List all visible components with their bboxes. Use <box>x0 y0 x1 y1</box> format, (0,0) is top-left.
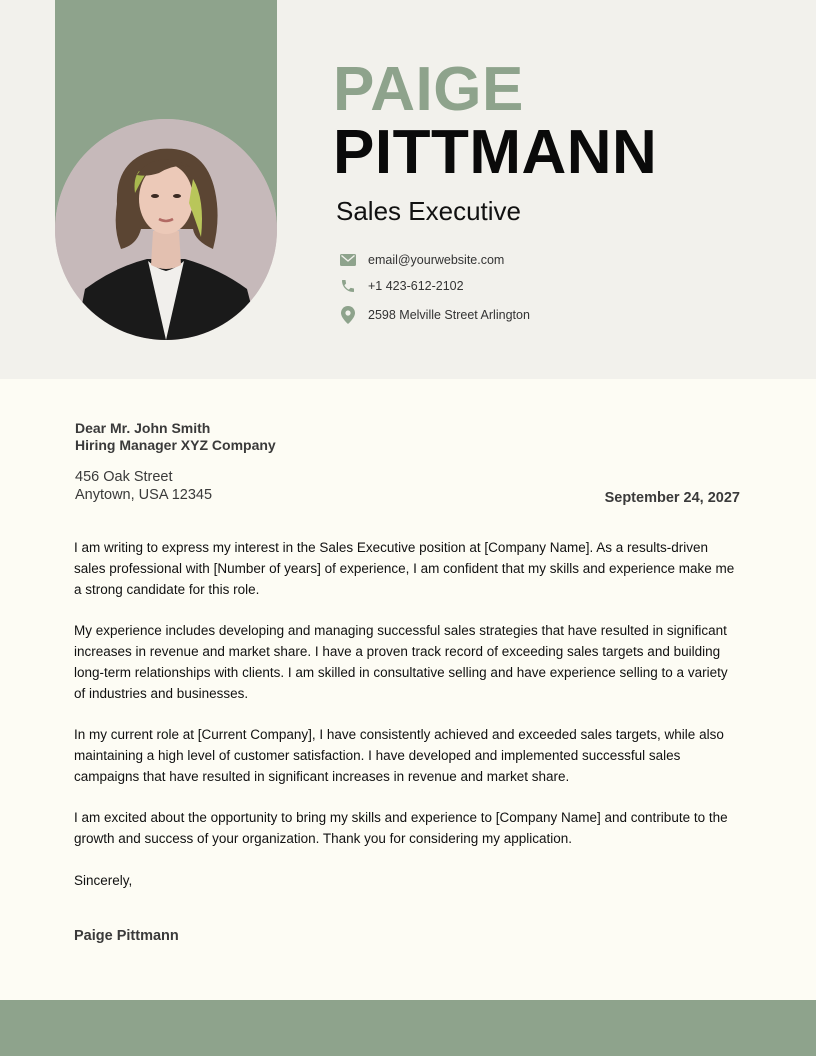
first-name: PAIGE <box>333 55 524 124</box>
paragraph-2: My experience includes developing and managing successful sales strategies that have resulted in significant increases in revenue and market share. I have a proven track record of exceeding sales targets and building long-term relationships with clients. I am skilled in consultative selling and have experience selling to a variety of industries and businesses. <box>74 623 728 701</box>
profile-photo <box>55 119 277 340</box>
letter-body <box>74 538 742 912</box>
location-pin-icon <box>338 305 358 325</box>
phone-icon <box>338 276 358 296</box>
recipient-block <box>75 420 276 454</box>
recipient-address <box>75 468 212 504</box>
contact-phone[interactable] <box>338 275 464 297</box>
letter-date: September 24, 2027 <box>604 490 740 506</box>
closing: Sincerely, <box>74 872 133 888</box>
address-text: 2598 Melville Street Arlington <box>368 308 530 322</box>
footer-bar <box>0 1000 816 1056</box>
recipient-name: Dear Mr. John Smith <box>75 420 211 436</box>
paragraph-3: In my current role at [Current Company], I have consistently achieved and exceeded sales targets, while also maintaining a high level of customer satisfaction. I have developed and implemented successful sales campaigns that have resulted in significant increases in revenue and market share. <box>74 727 724 784</box>
recipient-city: Anytown, USA 12345 <box>75 487 213 503</box>
recipient-position: Hiring Manager XYZ Company <box>75 437 276 453</box>
job-title: Sales Executive <box>336 196 521 226</box>
last-name: PITTMANN <box>333 118 658 187</box>
paragraph-4: I am excited about the opportunity to bring my skills and experience to [Company Name] and contribute to the growth and success of your organization. Thank you for considering my application. <box>74 810 728 847</box>
email-text: email@yourwebsite.com <box>368 253 505 267</box>
contact-address[interactable] <box>338 304 530 326</box>
contact-email[interactable] <box>338 249 504 271</box>
recipient-street: 456 Oak Street <box>75 469 173 485</box>
signature: Paige Pittmann <box>74 928 179 944</box>
paragraph-1: I am writing to express my interest in the Sales Executive position at [Company Name]. As a results-driven sales professional with [Number of years] of experience, I am confident that my skills and experience make me a strong candidate for this role. <box>74 540 735 597</box>
phone-text: +1 423-612-2102 <box>368 279 464 293</box>
envelope-icon <box>338 250 358 270</box>
